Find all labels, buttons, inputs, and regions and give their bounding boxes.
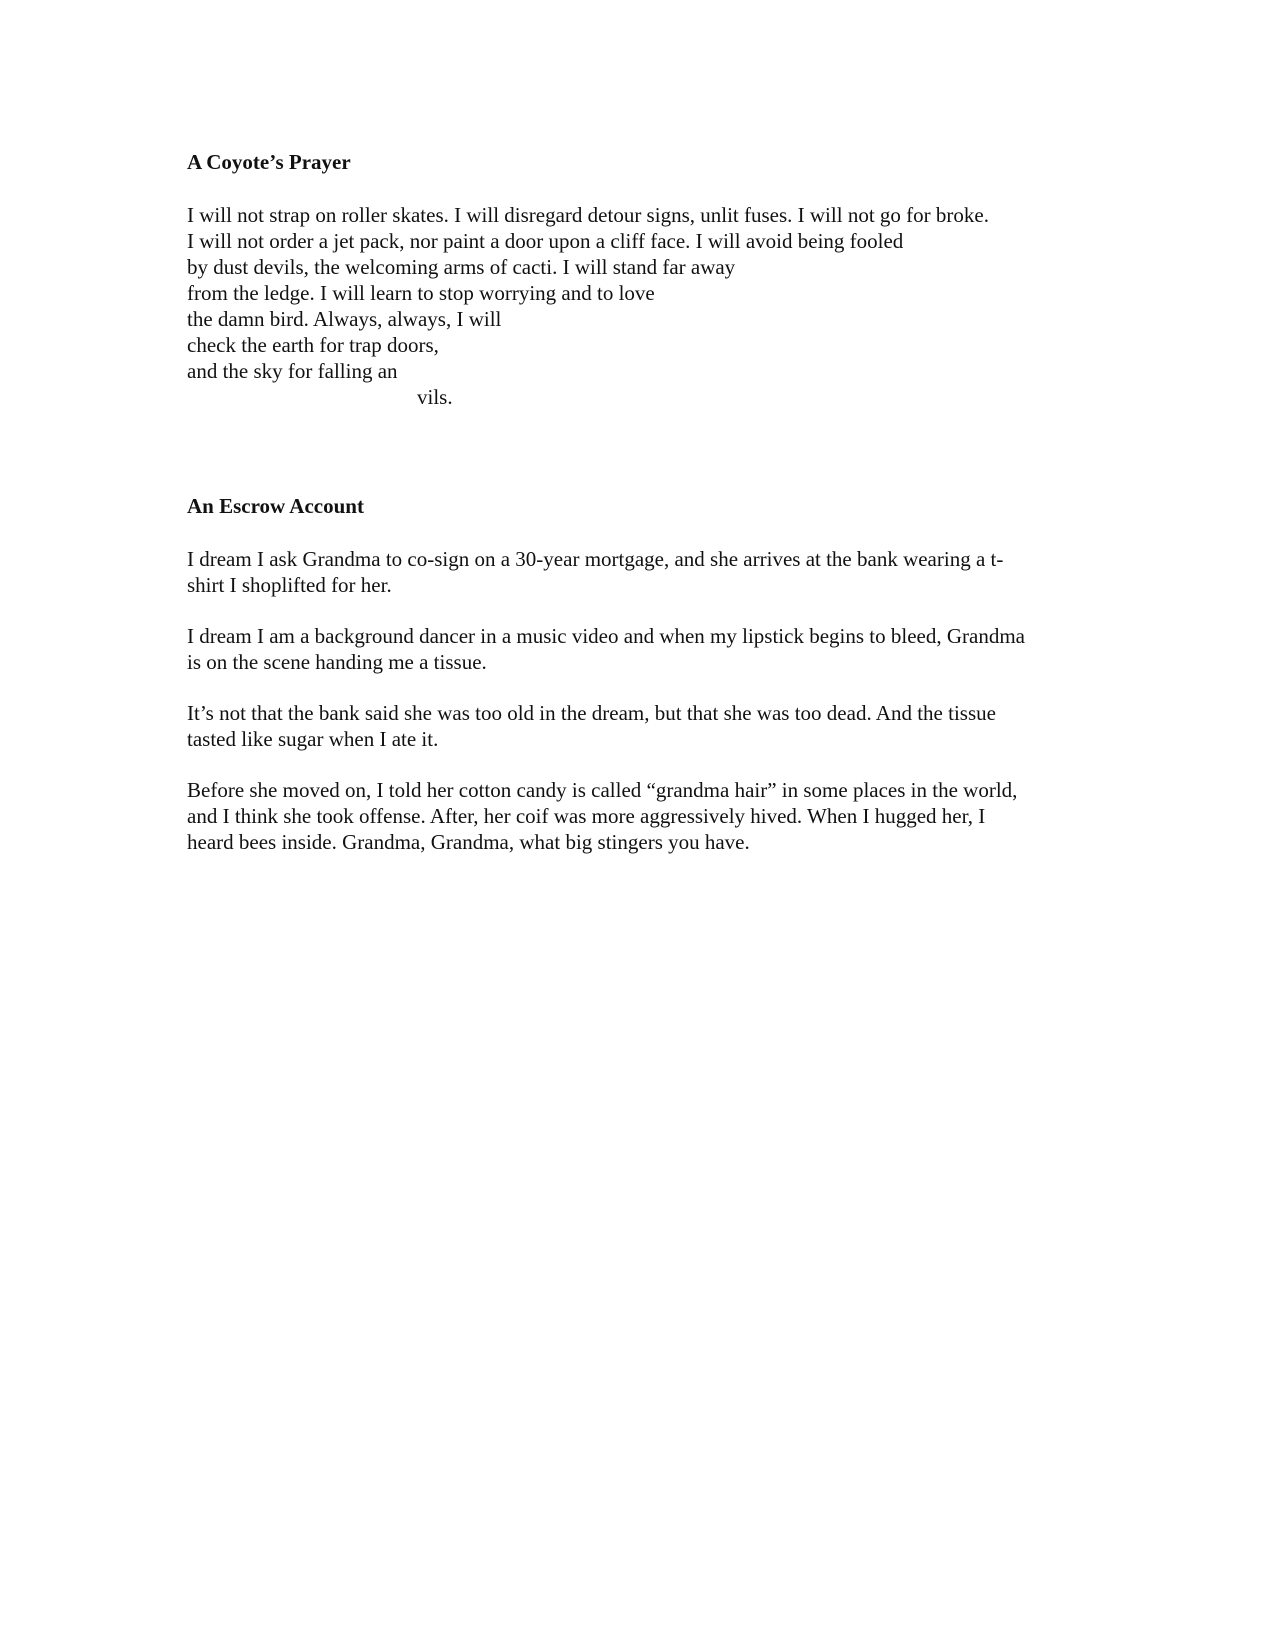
prose-paragraph <box>187 623 1077 675</box>
poem-body-coyotes-prayer <box>187 202 1087 410</box>
prose-paragraph <box>187 777 1077 855</box>
prose-line: heard bees inside. Grandma, Grandma, what big stingers you have. <box>187 830 750 854</box>
prose-line: I dream I ask Grandma to co-sign on a 30-year mortgage, and she arrives at the bank wearing a t- <box>187 547 1004 571</box>
poem-line: check the earth for trap doors, <box>187 333 439 357</box>
poem-title-escrow-account: An Escrow Account <box>187 494 364 518</box>
poem-line: from the ledge. I will learn to stop worrying and to love <box>187 281 655 305</box>
prose-line: Before she moved on, I told her cotton candy is called “grandma hair” in some places in the world, <box>187 778 1018 802</box>
poem-line: the damn bird. Always, always, I will <box>187 307 502 331</box>
poem-line-indented: vils. <box>417 385 453 409</box>
prose-line: tasted like sugar when I ate it. <box>187 727 439 751</box>
prose-line: is on the scene handing me a tissue. <box>187 650 487 674</box>
prose-line: shirt I shoplifted for her. <box>187 573 392 597</box>
poem-line: I will not strap on roller skates. I will disregard detour signs, unlit fuses. I will not go for broke. <box>187 203 989 227</box>
prose-line: I dream I am a background dancer in a music video and when my lipstick begins to bleed, Grandma <box>187 624 1025 648</box>
poem-line: and the sky for falling an <box>187 359 398 383</box>
prose-paragraph <box>187 546 1077 598</box>
poem-title-coyotes-prayer: A Coyote’s Prayer <box>187 150 351 174</box>
poem-line: I will not order a jet pack, nor paint a door upon a cliff face. I will avoid being fooled <box>187 229 904 253</box>
prose-line: It’s not that the bank said she was too old in the dream, but that she was too dead. And the tissue <box>187 701 996 725</box>
prose-paragraph <box>187 700 1077 752</box>
poem-line: by dust devils, the welcoming arms of cacti. I will stand far away <box>187 255 736 279</box>
prose-line: and I think she took offense. After, her coif was more aggressively hived. When I hugged her, I <box>187 804 986 828</box>
